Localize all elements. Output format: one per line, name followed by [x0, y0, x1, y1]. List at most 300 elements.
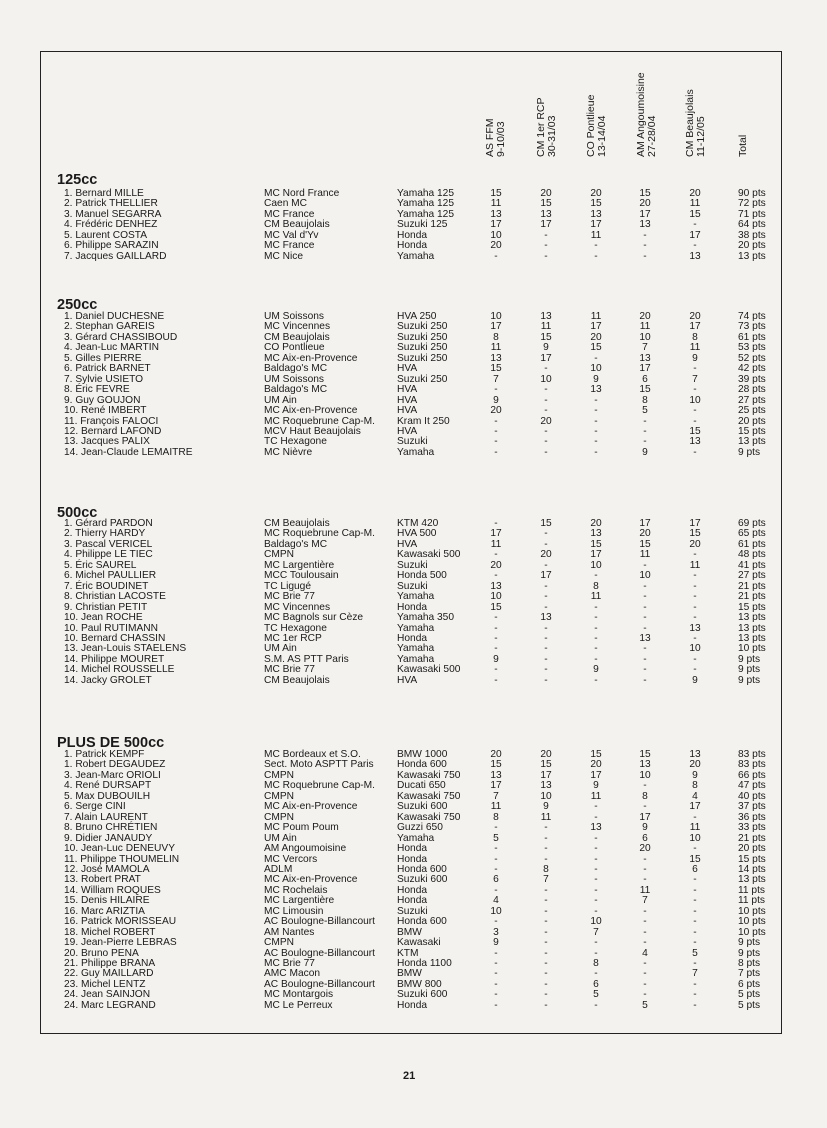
score-cm-1er-rcp: 15 [540, 518, 552, 529]
score-cm-beaujolais: - [693, 570, 697, 582]
motorcycle: Honda [397, 884, 428, 896]
rider-name: 2. Stephan GAREIS [64, 321, 155, 333]
score-cm-1er-rcp: 17 [540, 219, 552, 231]
rider-name: 10. Bernard CHASSIN [64, 632, 166, 644]
score-cm-1er-rcp: 10 [540, 373, 552, 385]
score-co-pontlieue: - [594, 446, 598, 458]
score-am-angoumoisine: - [643, 905, 647, 917]
rider-name: 4. Frédéric DENHEZ [64, 219, 158, 231]
score-am-angoumoisine: - [643, 989, 647, 1001]
score-cm-1er-rcp: - [544, 937, 548, 949]
score-co-pontlieue: - [594, 947, 598, 959]
score-as-ffm: - [494, 436, 498, 448]
rider-name: 14. William ROQUES [64, 884, 161, 896]
total-points: 83 pts [738, 749, 766, 760]
total-points: 10 pts [738, 643, 766, 655]
rider-name: 8. Éric FEVRE [64, 384, 130, 396]
score-am-angoumoisine: 10 [639, 769, 651, 781]
rider-name: 13. Jacques PALIX [64, 436, 150, 448]
score-as-ffm: 17 [490, 321, 502, 333]
score-co-pontlieue: - [594, 415, 598, 427]
rider-name: 16. Patrick MORISSEAU [64, 916, 177, 928]
score-cm-1er-rcp: 13 [540, 311, 552, 322]
motorcycle: BMW [397, 968, 422, 980]
club: MC Le Perreux [264, 999, 333, 1011]
club: UM Ain [264, 394, 297, 406]
score-cm-beaujolais: - [693, 999, 697, 1011]
score-cm-1er-rcp: 11 [540, 811, 552, 823]
motorcycle: KTM 420 [397, 518, 439, 529]
score-am-angoumoisine: - [643, 664, 647, 676]
rider-name: 2. Patrick THELLIER [64, 198, 158, 210]
score-co-pontlieue: - [594, 801, 598, 813]
club: CO Pontlieue [264, 342, 325, 354]
score-as-ffm: - [494, 446, 498, 458]
score-am-angoumoisine: 20 [639, 311, 651, 322]
motorcycle: Suzuki [397, 559, 428, 571]
rider-name: 14. Jean-Claude LEMAITRE [64, 446, 193, 458]
score-co-pontlieue: 17 [590, 219, 602, 231]
total-points: 90 pts [738, 188, 766, 199]
motorcycle: Yamaha [397, 622, 435, 634]
score-am-angoumoisine: - [643, 978, 647, 990]
rider-name: 1. Bernard MILLE [64, 188, 144, 199]
score-co-pontlieue: 5 [593, 989, 599, 1001]
score-cm-beaujolais: - [693, 632, 697, 644]
score-cm-1er-rcp: 13 [540, 612, 552, 624]
score-as-ffm: 13 [490, 580, 502, 592]
rider-name: 9. Christian PETIT [64, 601, 148, 613]
score-as-ffm: 13 [490, 769, 502, 781]
rider-name: 18. Michel ROBERT [64, 926, 156, 938]
score-cm-beaujolais: - [693, 415, 697, 427]
rider-name: 24. Marc LEGRAND [64, 999, 156, 1011]
motorcycle: Yamaha [397, 643, 435, 655]
club: AM Angoumoisine [264, 843, 347, 855]
club: MC France [264, 208, 315, 220]
score-cm-beaujolais: 6 [692, 863, 698, 875]
score-co-pontlieue: - [594, 653, 598, 665]
club: UM Soissons [264, 373, 325, 385]
rider-name: 14. Philippe MOURET [64, 653, 165, 665]
score-cm-beaujolais: 5 [692, 947, 698, 959]
score-cm-beaujolais: - [693, 384, 697, 396]
score-co-pontlieue: 13 [590, 822, 602, 834]
club: MC Roquebrune Cap-M. [264, 528, 375, 540]
score-co-pontlieue: 9 [593, 780, 599, 792]
score-cm-beaujolais: 7 [692, 968, 698, 980]
total-points: 41 pts [738, 559, 766, 571]
score-as-ffm: - [494, 947, 498, 959]
score-co-pontlieue: 9 [593, 373, 599, 385]
score-am-angoumoisine: 8 [642, 790, 648, 802]
score-as-ffm: - [494, 664, 498, 676]
motorcycle: Yamaha 125 [397, 208, 455, 220]
club: MCV Haut Beaujolais [264, 425, 361, 437]
total-points: 20 pts [738, 843, 766, 855]
total-points: 20 pts [738, 415, 766, 427]
section-title: 250cc [57, 297, 98, 313]
score-co-pontlieue: 15 [590, 749, 602, 760]
score-cm-beaujolais: 11 [689, 198, 701, 210]
score-cm-1er-rcp: - [544, 999, 548, 1011]
score-co-pontlieue: 11 [590, 229, 602, 241]
score-cm-beaujolais: 13 [689, 250, 701, 262]
score-am-angoumoisine: - [643, 559, 647, 571]
score-cm-1er-rcp: - [544, 895, 548, 907]
score-cm-beaujolais: - [693, 653, 697, 665]
score-co-pontlieue: - [594, 937, 598, 949]
rider-name: 12. José MAMOLA [64, 863, 150, 875]
score-am-angoumoisine: 17 [639, 811, 651, 823]
score-cm-1er-rcp: - [544, 958, 548, 969]
score-cm-beaujolais: 11 [689, 559, 701, 571]
score-cm-1er-rcp: - [544, 822, 548, 834]
total-points: 13 pts [738, 622, 766, 634]
total-points: 27 pts [738, 570, 766, 582]
score-as-ffm: - [494, 643, 498, 655]
score-co-pontlieue: - [594, 905, 598, 917]
rider-name: 10. René IMBERT [64, 405, 147, 417]
score-cm-beaujolais: - [693, 937, 697, 949]
score-cm-1er-rcp: - [544, 559, 548, 571]
total-points: 64 pts [738, 219, 766, 231]
score-cm-beaujolais: 8 [692, 780, 698, 792]
score-cm-beaujolais: - [693, 884, 697, 896]
club: MCC Toulousain [264, 570, 339, 582]
club: CMPN [264, 790, 294, 802]
total-points: 61 pts [738, 331, 766, 343]
section-title: 125cc [57, 172, 98, 188]
club: MC Aix-en-Provence [264, 801, 358, 813]
motorcycle: KTM [397, 947, 419, 959]
score-co-pontlieue: 17 [590, 321, 602, 333]
score-as-ffm: - [494, 843, 498, 855]
score-as-ffm: - [494, 622, 498, 634]
total-points: 15 pts [738, 601, 766, 613]
score-am-angoumoisine: - [643, 937, 647, 949]
score-cm-1er-rcp: - [544, 905, 548, 917]
score-as-ffm: 8 [493, 331, 499, 343]
total-points: 40 pts [738, 790, 766, 802]
rider-name: 7. Sylvie USIETO [64, 373, 144, 385]
score-as-ffm: - [494, 958, 498, 969]
score-as-ffm: - [494, 250, 498, 262]
score-am-angoumoisine: 7 [642, 895, 648, 907]
score-co-pontlieue: - [594, 436, 598, 448]
score-cm-beaujolais: 4 [692, 790, 698, 802]
score-cm-beaujolais: - [693, 549, 697, 561]
rider-name: 7. Alain LAURENT [64, 811, 148, 823]
rider-name: 11. François FALOCI [64, 415, 159, 427]
score-cm-1er-rcp: 20 [540, 415, 552, 427]
score-am-angoumoisine: - [643, 968, 647, 980]
club: MC Limousin [264, 905, 324, 917]
score-cm-1er-rcp: - [544, 916, 548, 928]
score-am-angoumoisine: 8 [642, 394, 648, 406]
score-am-angoumoisine: - [643, 853, 647, 865]
club: MC Brie 77 [264, 958, 315, 969]
score-co-pontlieue: - [594, 843, 598, 855]
score-as-ffm: 11 [490, 801, 502, 813]
rider-name: 10. Jean ROCHE [64, 612, 143, 624]
score-co-pontlieue: 13 [590, 528, 602, 540]
total-points: 74 pts [738, 311, 766, 322]
score-cm-1er-rcp: - [544, 884, 548, 896]
score-am-angoumoisine: 9 [642, 446, 648, 458]
score-cm-1er-rcp: - [544, 580, 548, 592]
total-points: 61 pts [738, 538, 766, 550]
score-cm-1er-rcp: 15 [540, 331, 552, 343]
score-cm-1er-rcp: - [544, 653, 548, 665]
score-co-pontlieue: 11 [590, 311, 602, 322]
club: MC Roquebrune Cap-M. [264, 415, 375, 427]
total-points: 25 pts [738, 405, 766, 417]
score-cm-1er-rcp: - [544, 947, 548, 959]
score-as-ffm: 15 [490, 759, 502, 771]
score-am-angoumoisine: 5 [642, 999, 648, 1011]
motorcycle: Honda 500 [397, 570, 447, 582]
motorcycle: Suzuki 250 [397, 321, 448, 333]
total-points: 36 pts [738, 811, 766, 823]
club: AM Nantes [264, 926, 315, 938]
club: UM Soissons [264, 311, 325, 322]
total-points: 9 pts [738, 937, 761, 949]
score-as-ffm: 6 [493, 874, 499, 886]
score-am-angoumoisine: 9 [642, 822, 648, 834]
club: Baldago's MC [264, 538, 328, 550]
score-cm-beaujolais: - [693, 958, 697, 969]
page-number: 21 [403, 1070, 416, 1082]
total-points: 14 pts [738, 863, 766, 875]
club: UM Ain [264, 643, 297, 655]
motorcycle: Honda [397, 843, 428, 855]
total-points: 13 pts [738, 874, 766, 886]
total-points: 5 pts [738, 989, 761, 1001]
score-co-pontlieue: - [594, 643, 598, 655]
score-cm-1er-rcp: - [544, 622, 548, 634]
rider-name: 14. Michel ROUSSELLE [64, 664, 175, 676]
total-points: 21 pts [738, 580, 766, 592]
score-co-pontlieue: 9 [593, 664, 599, 676]
score-as-ffm: 17 [490, 780, 502, 792]
score-am-angoumoisine: 7 [642, 342, 648, 354]
total-points: 13 pts [738, 612, 766, 624]
rider-name: 7. Jacques GAILLARD [64, 250, 167, 262]
score-as-ffm: 17 [490, 528, 502, 540]
score-cm-beaujolais: 8 [692, 331, 698, 343]
table-row [0, 252, 827, 263]
total-points: 5 pts [738, 999, 761, 1011]
score-cm-beaujolais: - [693, 926, 697, 938]
motorcycle: HVA [397, 394, 418, 406]
score-cm-beaujolais: - [693, 612, 697, 624]
score-cm-beaujolais: 17 [689, 229, 701, 241]
score-cm-beaujolais: 20 [689, 759, 701, 771]
total-points: 9 pts [738, 446, 761, 458]
score-cm-1er-rcp: - [544, 384, 548, 396]
score-am-angoumoisine: - [643, 801, 647, 813]
score-as-ffm: - [494, 674, 498, 686]
motorcycle: Honda 600 [397, 863, 447, 875]
total-points: 9 pts [738, 674, 761, 686]
score-cm-beaujolais: 13 [689, 436, 701, 448]
score-as-ffm: - [494, 999, 498, 1011]
motorcycle: Honda [397, 632, 428, 644]
club: AC Boulogne-Billancourt [264, 947, 375, 959]
total-points: 65 pts [738, 528, 766, 540]
score-cm-1er-rcp: - [544, 229, 548, 241]
score-as-ffm: 8 [493, 811, 499, 823]
rider-name: 6. Michel PAULLIER [64, 570, 157, 582]
rider-name: 6. Patrick BARNET [64, 363, 151, 375]
score-cm-1er-rcp: - [544, 250, 548, 262]
rider-name: 16. Marc ARIZTIA [64, 905, 145, 917]
score-cm-1er-rcp: 17 [540, 570, 552, 582]
motorcycle: Honda [397, 229, 428, 241]
score-cm-1er-rcp: 20 [540, 549, 552, 561]
rider-name: 3. Pascal VERICEL [64, 538, 153, 550]
score-co-pontlieue: - [594, 405, 598, 417]
club: MC Brie 77 [264, 664, 315, 676]
club: AC Boulogne-Billancourt [264, 978, 375, 990]
total-points: 27 pts [738, 394, 766, 406]
score-cm-beaujolais: 17 [689, 801, 701, 813]
rider-name: 5. Gilles PIERRE [64, 352, 142, 364]
club: Sect. Moto ASPTT Paris [264, 759, 374, 771]
score-am-angoumoisine: - [643, 874, 647, 886]
score-as-ffm: - [494, 989, 498, 1001]
score-co-pontlieue: - [594, 853, 598, 865]
motorcycle: Kawasaki 750 [397, 790, 461, 802]
score-cm-beaujolais: - [693, 240, 697, 252]
rider-name: 10. Jean-Luc DENEUVY [64, 843, 175, 855]
score-cm-beaujolais: 15 [689, 853, 701, 865]
total-points: 10 pts [738, 926, 766, 938]
club: TC Hexagone [264, 436, 327, 448]
motorcycle: Suzuki [397, 905, 428, 917]
score-co-pontlieue: - [594, 968, 598, 980]
score-cm-1er-rcp: - [544, 436, 548, 448]
total-points: 13 pts [738, 436, 766, 448]
score-cm-beaujolais: 13 [689, 749, 701, 760]
score-cm-1er-rcp: - [544, 674, 548, 686]
motorcycle: HVA [397, 538, 418, 550]
motorcycle: BMW [397, 926, 422, 938]
total-points: 20 pts [738, 240, 766, 252]
score-cm-1er-rcp: - [544, 664, 548, 676]
motorcycle: Kawasaki 750 [397, 811, 461, 823]
score-cm-beaujolais: 13 [689, 622, 701, 634]
score-cm-1er-rcp: - [544, 240, 548, 252]
score-co-pontlieue: - [594, 570, 598, 582]
score-cm-1er-rcp: - [544, 363, 548, 375]
score-am-angoumoisine: - [643, 591, 647, 603]
score-am-angoumoisine: - [643, 926, 647, 938]
motorcycle: Honda [397, 601, 428, 613]
score-as-ffm: - [494, 822, 498, 834]
total-points: 39 pts [738, 373, 766, 385]
score-as-ffm: 20 [490, 240, 502, 252]
rider-name: 4. Jean-Luc MARTIN [64, 342, 159, 354]
score-cm-1er-rcp: 10 [540, 790, 552, 802]
score-cm-beaujolais: - [693, 895, 697, 907]
section-title: PLUS DE 500cc [57, 735, 165, 751]
total-points: 42 pts [738, 363, 766, 375]
club: CM Beaujolais [264, 674, 330, 686]
score-as-ffm: 15 [490, 601, 502, 613]
motorcycle: Kram It 250 [397, 415, 450, 427]
score-as-ffm: - [494, 978, 498, 990]
score-cm-1er-rcp: - [544, 926, 548, 938]
motorcycle: Honda [397, 853, 428, 865]
score-cm-1er-rcp: 9 [543, 342, 549, 354]
motorcycle: Yamaha 350 [397, 612, 455, 624]
score-am-angoumoisine: - [643, 229, 647, 241]
score-am-angoumoisine: 17 [639, 363, 651, 375]
club: UM Ain [264, 832, 297, 844]
score-cm-beaujolais: - [693, 580, 697, 592]
score-as-ffm: 7 [493, 790, 499, 802]
score-co-pontlieue: - [594, 884, 598, 896]
score-cm-beaujolais: - [693, 811, 697, 823]
section-title: 500cc [57, 505, 98, 521]
motorcycle: Honda 600 [397, 916, 447, 928]
total-points: 53 pts [738, 342, 766, 354]
rider-name: 9. Guy GOUJON [64, 394, 141, 406]
score-as-ffm: 9 [493, 394, 499, 406]
score-cm-beaujolais: 10 [689, 394, 701, 406]
score-co-pontlieue: 11 [590, 790, 602, 802]
score-as-ffm: - [494, 612, 498, 624]
score-as-ffm: 17 [490, 219, 502, 231]
score-cm-1er-rcp: - [544, 832, 548, 844]
score-co-pontlieue: 13 [590, 208, 602, 220]
total-points: 71 pts [738, 208, 766, 220]
club: MC France [264, 240, 315, 252]
score-am-angoumoisine: - [643, 674, 647, 686]
score-as-ffm: - [494, 384, 498, 396]
rider-name: 1. Daniel DUCHESNE [64, 311, 165, 322]
score-as-ffm: 13 [490, 208, 502, 220]
score-co-pontlieue: - [594, 895, 598, 907]
club: MC Val d'Yv [264, 229, 319, 241]
score-am-angoumoisine: - [643, 250, 647, 262]
total-points: 9 pts [738, 947, 761, 959]
score-am-angoumoisine: 10 [639, 570, 651, 582]
score-cm-1er-rcp: 11 [540, 321, 552, 333]
score-cm-1er-rcp: - [544, 601, 548, 613]
score-co-pontlieue: 15 [590, 538, 602, 550]
club: Baldago's MC [264, 363, 328, 375]
motorcycle: HVA [397, 425, 418, 437]
score-am-angoumoisine: - [643, 622, 647, 634]
club: MC 1er RCP [264, 632, 322, 644]
club: MC Aix-en-Provence [264, 352, 358, 364]
motorcycle: Kawasaki 500 [397, 664, 461, 676]
score-as-ffm: 13 [490, 352, 502, 364]
score-cm-beaujolais: 20 [689, 188, 701, 199]
score-cm-beaujolais: 20 [689, 538, 701, 550]
score-as-ffm: - [494, 884, 498, 896]
rider-name: 8. Christian LACOSTE [64, 591, 166, 603]
rider-name: 5. Éric SAUREL [64, 559, 137, 571]
score-co-pontlieue: 13 [590, 384, 602, 396]
score-am-angoumoisine: 20 [639, 843, 651, 855]
score-cm-beaujolais: - [693, 601, 697, 613]
motorcycle: Kawasaki [397, 937, 441, 949]
score-cm-1er-rcp: - [544, 394, 548, 406]
